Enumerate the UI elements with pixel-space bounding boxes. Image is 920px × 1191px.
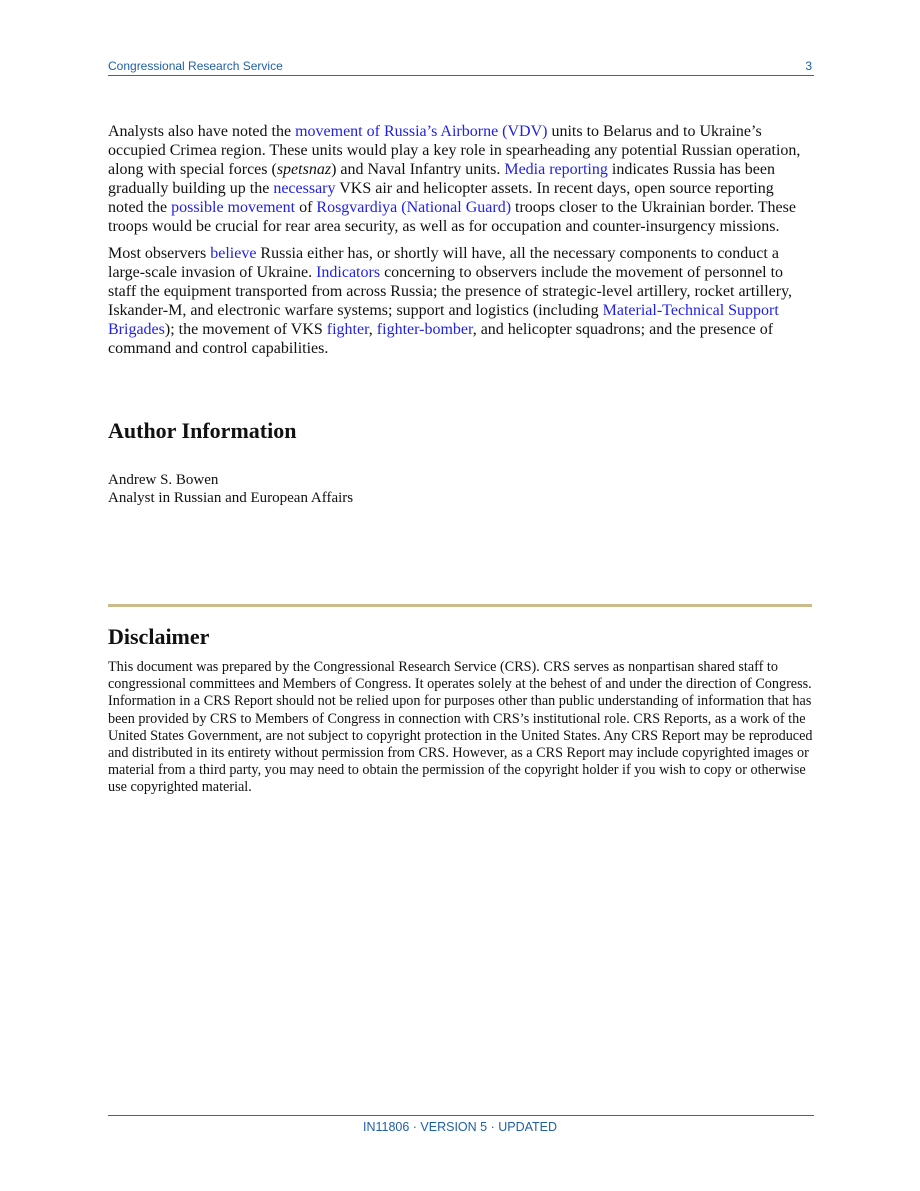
paragraph-text: Analysts also have noted the [108, 123, 296, 140]
author-information-heading: Author Information [108, 418, 297, 443]
paragraph-text: Most observers [108, 244, 211, 262]
paragraph-text: Russia either has, or shortly will have, all the necessary components to conduct a large-scale invasion of Ukraine. [108, 244, 779, 281]
author-name: Andrew S. Bowen [108, 472, 219, 488]
page-number: 3 [805, 59, 812, 73]
paragraph-text: indicates Russia has been gradually building up the [108, 161, 775, 198]
link-material-technical-support-brigades[interactable]: Material-Technical Support Brigades [108, 301, 779, 338]
paragraph-text: ); the movement of VKS [164, 320, 327, 338]
page-header [108, 58, 814, 76]
paragraph-text: , [368, 320, 377, 338]
paragraph-text: of [295, 199, 317, 217]
italic-term: spetsnaz [276, 161, 332, 179]
main-content [108, 122, 812, 365]
paragraph-observers [108, 244, 812, 359]
link-vdv-movement[interactable]: movement of Russia’s Airborne (VDV) [295, 123, 548, 140]
disclaimer-heading: Disclaimer [108, 624, 210, 649]
link-rosgvardiya[interactable]: Rosgvardiya (National Guard) [316, 199, 512, 217]
paragraph-text: ) and Naval Infantry units. [331, 161, 505, 179]
link-possible-movement[interactable]: possible movement [171, 199, 296, 217]
link-fighter[interactable]: fighter [326, 320, 369, 338]
header-title: Congressional Research Service [108, 59, 283, 73]
link-media-reporting[interactable]: Media reporting [504, 161, 608, 179]
paragraph-text: VKS air and helicopter assets. In recent days, open source reporting noted the [108, 180, 774, 217]
paragraph-text: , and helicopter squadrons; and the presence of command and control capabilities. [108, 320, 774, 358]
link-fighter-bomber[interactable]: fighter-bomber [376, 320, 473, 338]
paragraph-vdv [108, 122, 812, 237]
footer-divider [108, 1115, 814, 1116]
paragraph-text: concerning to observers include the movement of personnel to staff the equipment transported from across Russia; the presence of strategic-level artillery, rocket artillery, Iskander-M, and electronic warfare systems; support and logistics (including [108, 263, 793, 319]
paragraph-text: units to Belarus and to Ukraine’s occupied Crimea region. These units would play a key role in spearheading any potential Russian operation, along with special forces ( [108, 123, 801, 179]
author-block [108, 471, 353, 507]
section-divider [108, 604, 812, 607]
link-indicators[interactable]: Indicators [316, 263, 381, 281]
link-believe[interactable]: believe [210, 244, 257, 262]
author-title: Analyst in Russian and European Affairs [108, 490, 354, 506]
paragraph-text: troops closer to the Ukrainian border. These troops would be crucial for rear area security, as well as for occupation and counter-insurgency missions. [108, 199, 796, 236]
page-footer: IN11806 · VERSION 5 · UPDATED [362, 1120, 558, 1134]
disclaimer-text: This document was prepared by the Congressional Research Service (CRS). CRS serves as nonpartisan shared staff to congressional committees and Members of Congress. It operates solely at the behest of and under the direction of Congress. Information in a CRS Report should not be relied upon for purposes other than public understanding of information that has been provided by CRS to Members of Congress in connection with CRS’s institutional role. CRS Reports, as a work of the United States Government, are not subject to copyright protection in the United States. Any CRS Report may be reproduced and distributed in its entirety without permission from CRS. However, as a CRS Report may include copyrighted images or material from a third party, you may need to obtain the permission of the copyright holder if you wish to copy or otherwise use copyrighted material. [108, 659, 813, 796]
link-necessary[interactable]: necessary [273, 180, 336, 198]
